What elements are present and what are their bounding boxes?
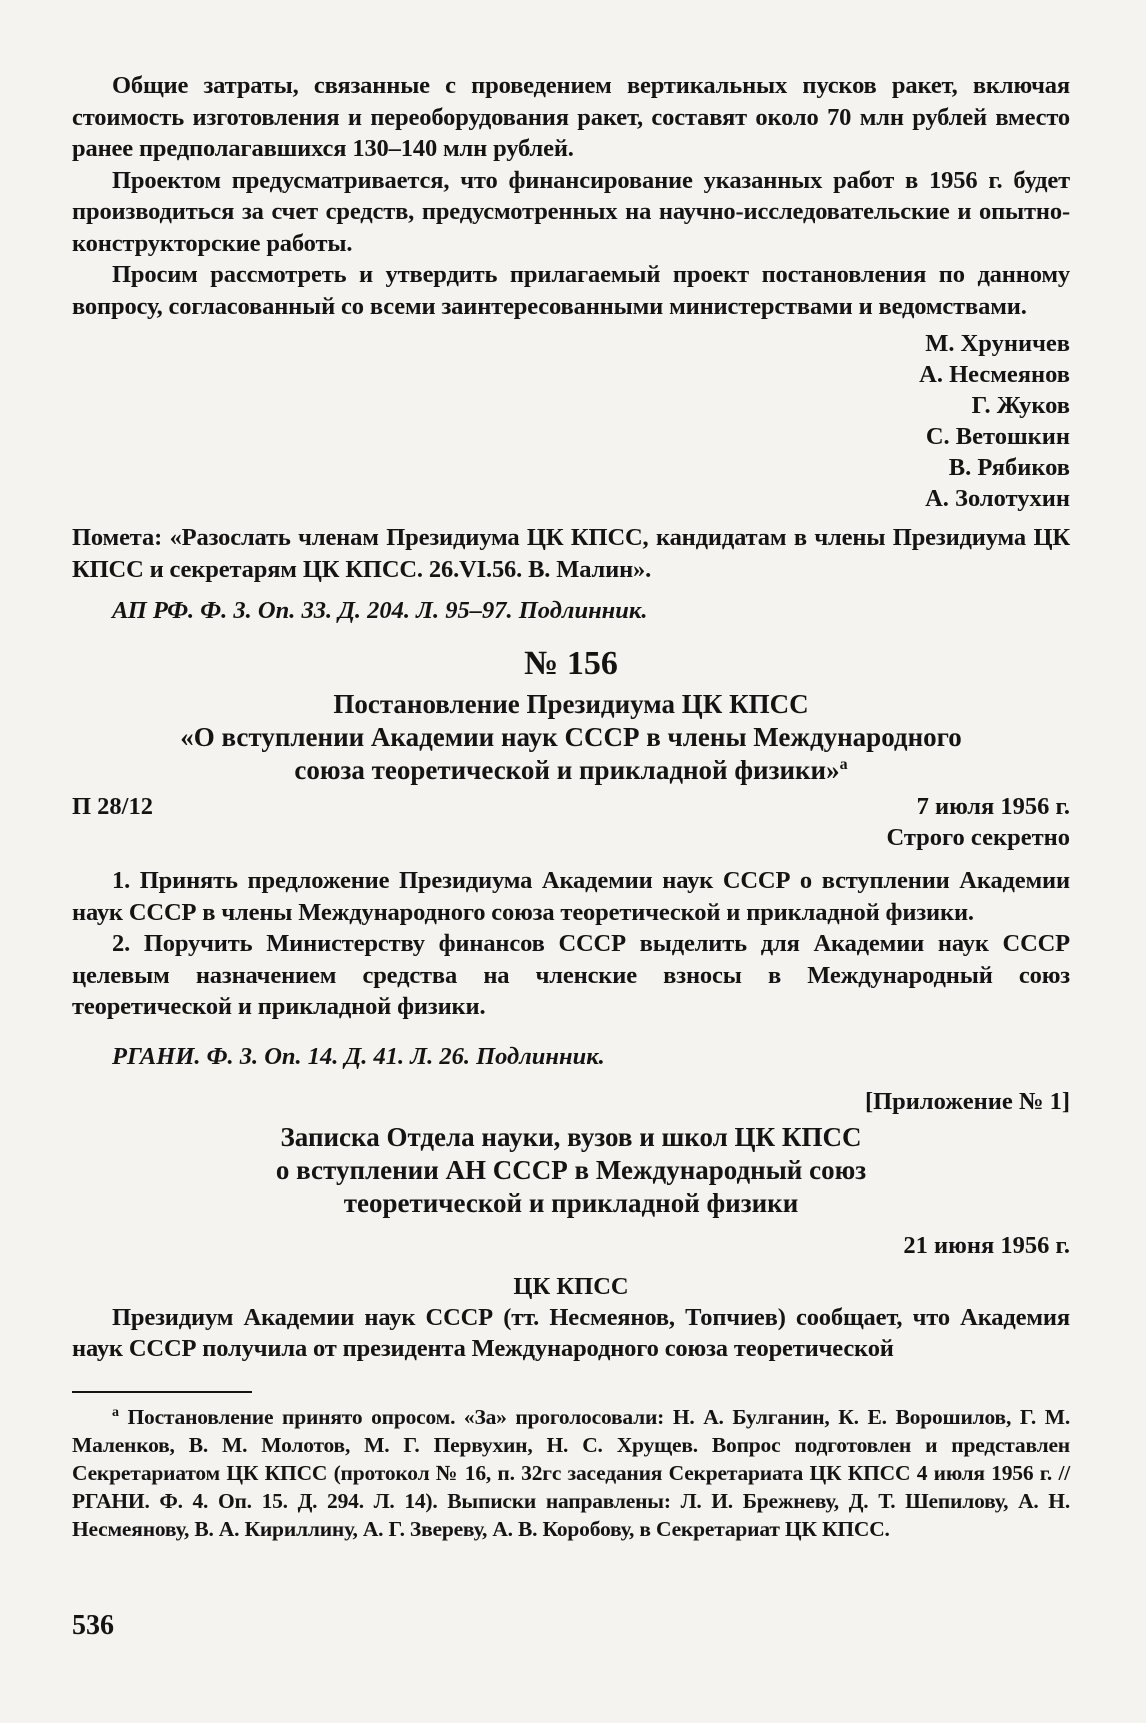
- note-label: Помета:: [72, 524, 163, 551]
- title-line: союза теоретической и прикладной физики»$^а$: [294, 755, 848, 785]
- title-line: Постановление Президиума ЦК КПСС: [333, 689, 809, 719]
- document-title: [72, 688, 1070, 787]
- signature: А. Золотухин: [925, 485, 1070, 512]
- signature: Г. Жуков: [971, 392, 1070, 419]
- document-number: № 156: [524, 645, 618, 682]
- signature: М. Хруничев: [925, 330, 1070, 357]
- document-meta: [72, 791, 1070, 822]
- appendix-text: Президиум Академии наук СССР (тт. Несмеянов, Топчиев) сообщает, что Академия наук СССР получила от президента Международного союза теоретической: [72, 1303, 1070, 1362]
- archive-reference: АП РФ. Ф. 3. Оп. 33. Д. 204. Л. 95–97. Подлинник.: [112, 597, 648, 624]
- resolution-item: 2. Поручить Министерству финансов СССР выделить для Академии наук СССР целевым назначением средства на членские взносы в Международный союз теоретической и прикладной физики.: [72, 930, 1070, 1020]
- appendix-date: 21 июня 1956 г.: [903, 1231, 1070, 1259]
- signature: В. Рябиков: [948, 454, 1070, 481]
- note-text: «Разослать членам Президиума ЦК КПСС, кандидатам в члены Президиума ЦК КПСС и секретарям ЦК КПСС. 26.VI.56. В. Малин».: [72, 524, 1070, 583]
- appendix-title: [72, 1121, 1070, 1220]
- paragraph-request: Просим рассмотреть и утвердить прилагаемый проект постановления по данному вопросу, согласованный со всеми заинтересованными министерствами и ведомствами.: [72, 261, 1070, 320]
- signature: А. Несмеянов: [919, 361, 1070, 388]
- paragraph-financing: Проектом предусматривается, что финансирование указанных работ в 1956 г. будет производиться за счет средств, предусмотренных на научно-исследовательские и опытно-конструкторские работы.: [72, 166, 1070, 257]
- archive-reference: РГАНИ. Ф. 3. Оп. 14. Д. 41. Л. 26. Подлинник.: [112, 1042, 605, 1070]
- footnote-text: Постановление принято опросом. «За» проголосовали: Н. А. Булганин, К. Е. Ворошилов, Г. М. Маленков, В. М. Молотов, М. Г. Первухин, Н. С. Хрущев. Вопрос подготовлен и представлен Секретариатом ЦК КПСС (протокол № 16, п. 32гс заседания Секретариата ЦК КПСС 4 июля 1956 г. // РГАНИ. Ф. 4. Оп. 15. Д. 294. Л. 14). Выписки направлены: Л. И. Брежневу, Д. Т. Шепилову, А. Н. Несмеянову, В. А. Кириллину, А. Г. Звереву, А. В. Коробову, в Секретариат ЦК КПСС.: [72, 1404, 1070, 1541]
- title-line: о вступлении АН СССР в Международный союз: [275, 1154, 867, 1185]
- page-number: 536: [72, 1610, 114, 1641]
- addressee: ЦК КПСС: [513, 1272, 629, 1300]
- signature: С. Ветошкин: [925, 423, 1070, 450]
- signatures: [72, 328, 1070, 514]
- footnote-mark: а: [112, 1404, 119, 1420]
- document-date: 7 июля 1956 г.: [916, 793, 1070, 820]
- footnote: [72, 1399, 1070, 1543]
- title-line: «О вступлении Академии наук СССР в члены Международного: [180, 722, 962, 752]
- footnote-divider: [72, 1391, 252, 1393]
- document-ref: П 28/12: [72, 793, 153, 820]
- title-line: Записка Отдела науки, вузов и школ ЦК КПСС: [280, 1121, 862, 1152]
- footnote-mark: а: [839, 756, 848, 773]
- classification-stamp: Строго секретно: [886, 824, 1070, 851]
- title-line: теоретической и прикладной физики: [343, 1187, 799, 1218]
- resolution-item: 1. Принять предложение Президиума Академии наук СССР о вступлении Академии наук СССР в члены Международного союза теоретической и прикладной физики.: [72, 867, 1070, 926]
- paragraph-costs: Общие затраты, связанные с проведением вертикальных пусков ракет, включая стоимость изготовления и переоборудования ракет, составят около 70 млн рублей вместо ранее предполагавшихся 130–140 млн рублей.: [72, 72, 1070, 162]
- appendix-label: [Приложение № 1]: [864, 1087, 1070, 1115]
- note: [72, 522, 1070, 585]
